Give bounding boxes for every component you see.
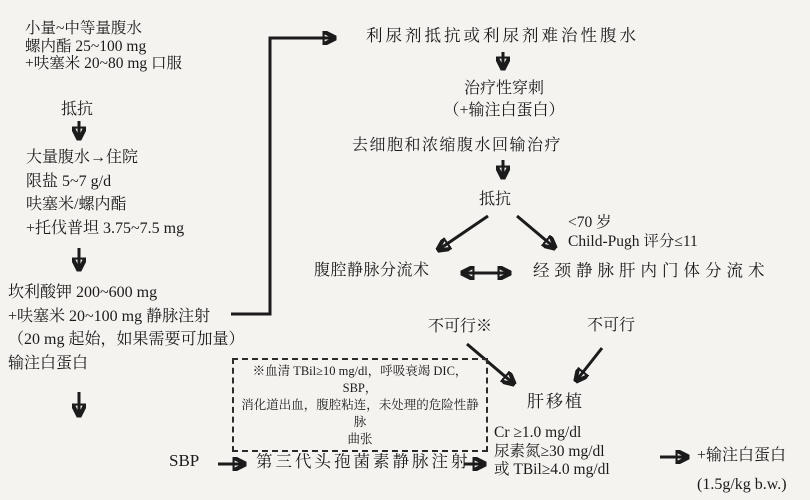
label-resistance-1: 抵抗 — [61, 101, 94, 118]
node-albumin-infusion — [697, 441, 787, 499]
note-tips-criteria — [568, 213, 698, 251]
arrow-notfeasible-to-transplant — [576, 348, 602, 381]
node-cephalosporin: 第三代头孢菌素静脉注射 — [256, 452, 471, 471]
node-line: +托伐普坦 3.75~7.5 mg — [26, 219, 185, 237]
node-liver-transplant: 肝移植 — [527, 392, 584, 411]
node-therapeutic-paracentesis — [418, 78, 590, 122]
node-line: 坎利酸钾 200~600 mg — [8, 284, 158, 301]
node-line: +呋塞米 20~80 mg 口服 — [25, 55, 183, 72]
node-line: （+输注白蛋白） — [443, 102, 565, 119]
node-canrenoate — [8, 281, 244, 375]
footnote-line: ※血清 TBil≥10 mg/dl，呼吸衰竭 DIC，SBP， — [252, 364, 468, 395]
node-line: 或 TBil≥4.0 mg/dl — [494, 461, 610, 478]
label-not-feasible-ref: 不可行※ — [428, 318, 493, 335]
node-peritoneovenous-shunt: 腹腔静脉分流术 — [314, 262, 430, 279]
node-line: 螺内酯 25~100 mg — [25, 37, 147, 55]
node-sbp: SBP — [169, 451, 200, 470]
node-line: 输注白蛋白 — [8, 354, 89, 372]
node-line: 大量腹水→住院 — [26, 149, 139, 166]
node-line: 尿素氮≥30 mg/dl — [494, 442, 605, 460]
node-line: (1.5g/kg b.w.) — [697, 476, 787, 493]
node-line: Cr ≥1.0 mg/dl — [494, 424, 582, 441]
node-large-ascites — [26, 146, 184, 240]
node-cart-therapy: 去细胞和浓缩腹水回输治疗 — [352, 137, 563, 154]
node-line: （20 mg 起始，如果需要可加量） — [8, 331, 245, 348]
footnote-contraindications — [232, 358, 488, 452]
node-refractory-ascites: 利尿剂抵抗或利尿剂难治性腹水 — [366, 26, 639, 45]
node-albumin-criteria — [494, 424, 610, 480]
node-line: 限盐 5~7 g/d — [26, 172, 112, 190]
node-line: 治疗性穿刺 — [463, 80, 544, 97]
arrow-resist2-to-tips — [517, 216, 555, 248]
label-resistance-2: 抵抗 — [479, 191, 512, 208]
node-line: 呋塞米/螺内酯 — [26, 196, 127, 213]
node-line: +呋塞米 20~100 mg 静脉注射 — [8, 307, 211, 325]
label-not-feasible: 不可行 — [587, 317, 636, 334]
node-line: 小量~中等量腹水 — [25, 20, 142, 37]
footnote-line: 曲张 — [347, 432, 373, 446]
note-line: <70 岁 — [568, 214, 612, 231]
arrow-resist2-to-pvshunt — [438, 216, 488, 250]
node-mild-ascites — [25, 20, 182, 73]
node-line: +输注白蛋白 — [697, 447, 787, 464]
node-tips-shunt: 经颈静脉肝内门体分流术 — [533, 261, 770, 280]
footnote-line: 消化道出血，腹腔粘连，未处理的危险性静脉 — [241, 398, 479, 429]
note-line: Child-Pugh 评分≤11 — [568, 233, 698, 250]
